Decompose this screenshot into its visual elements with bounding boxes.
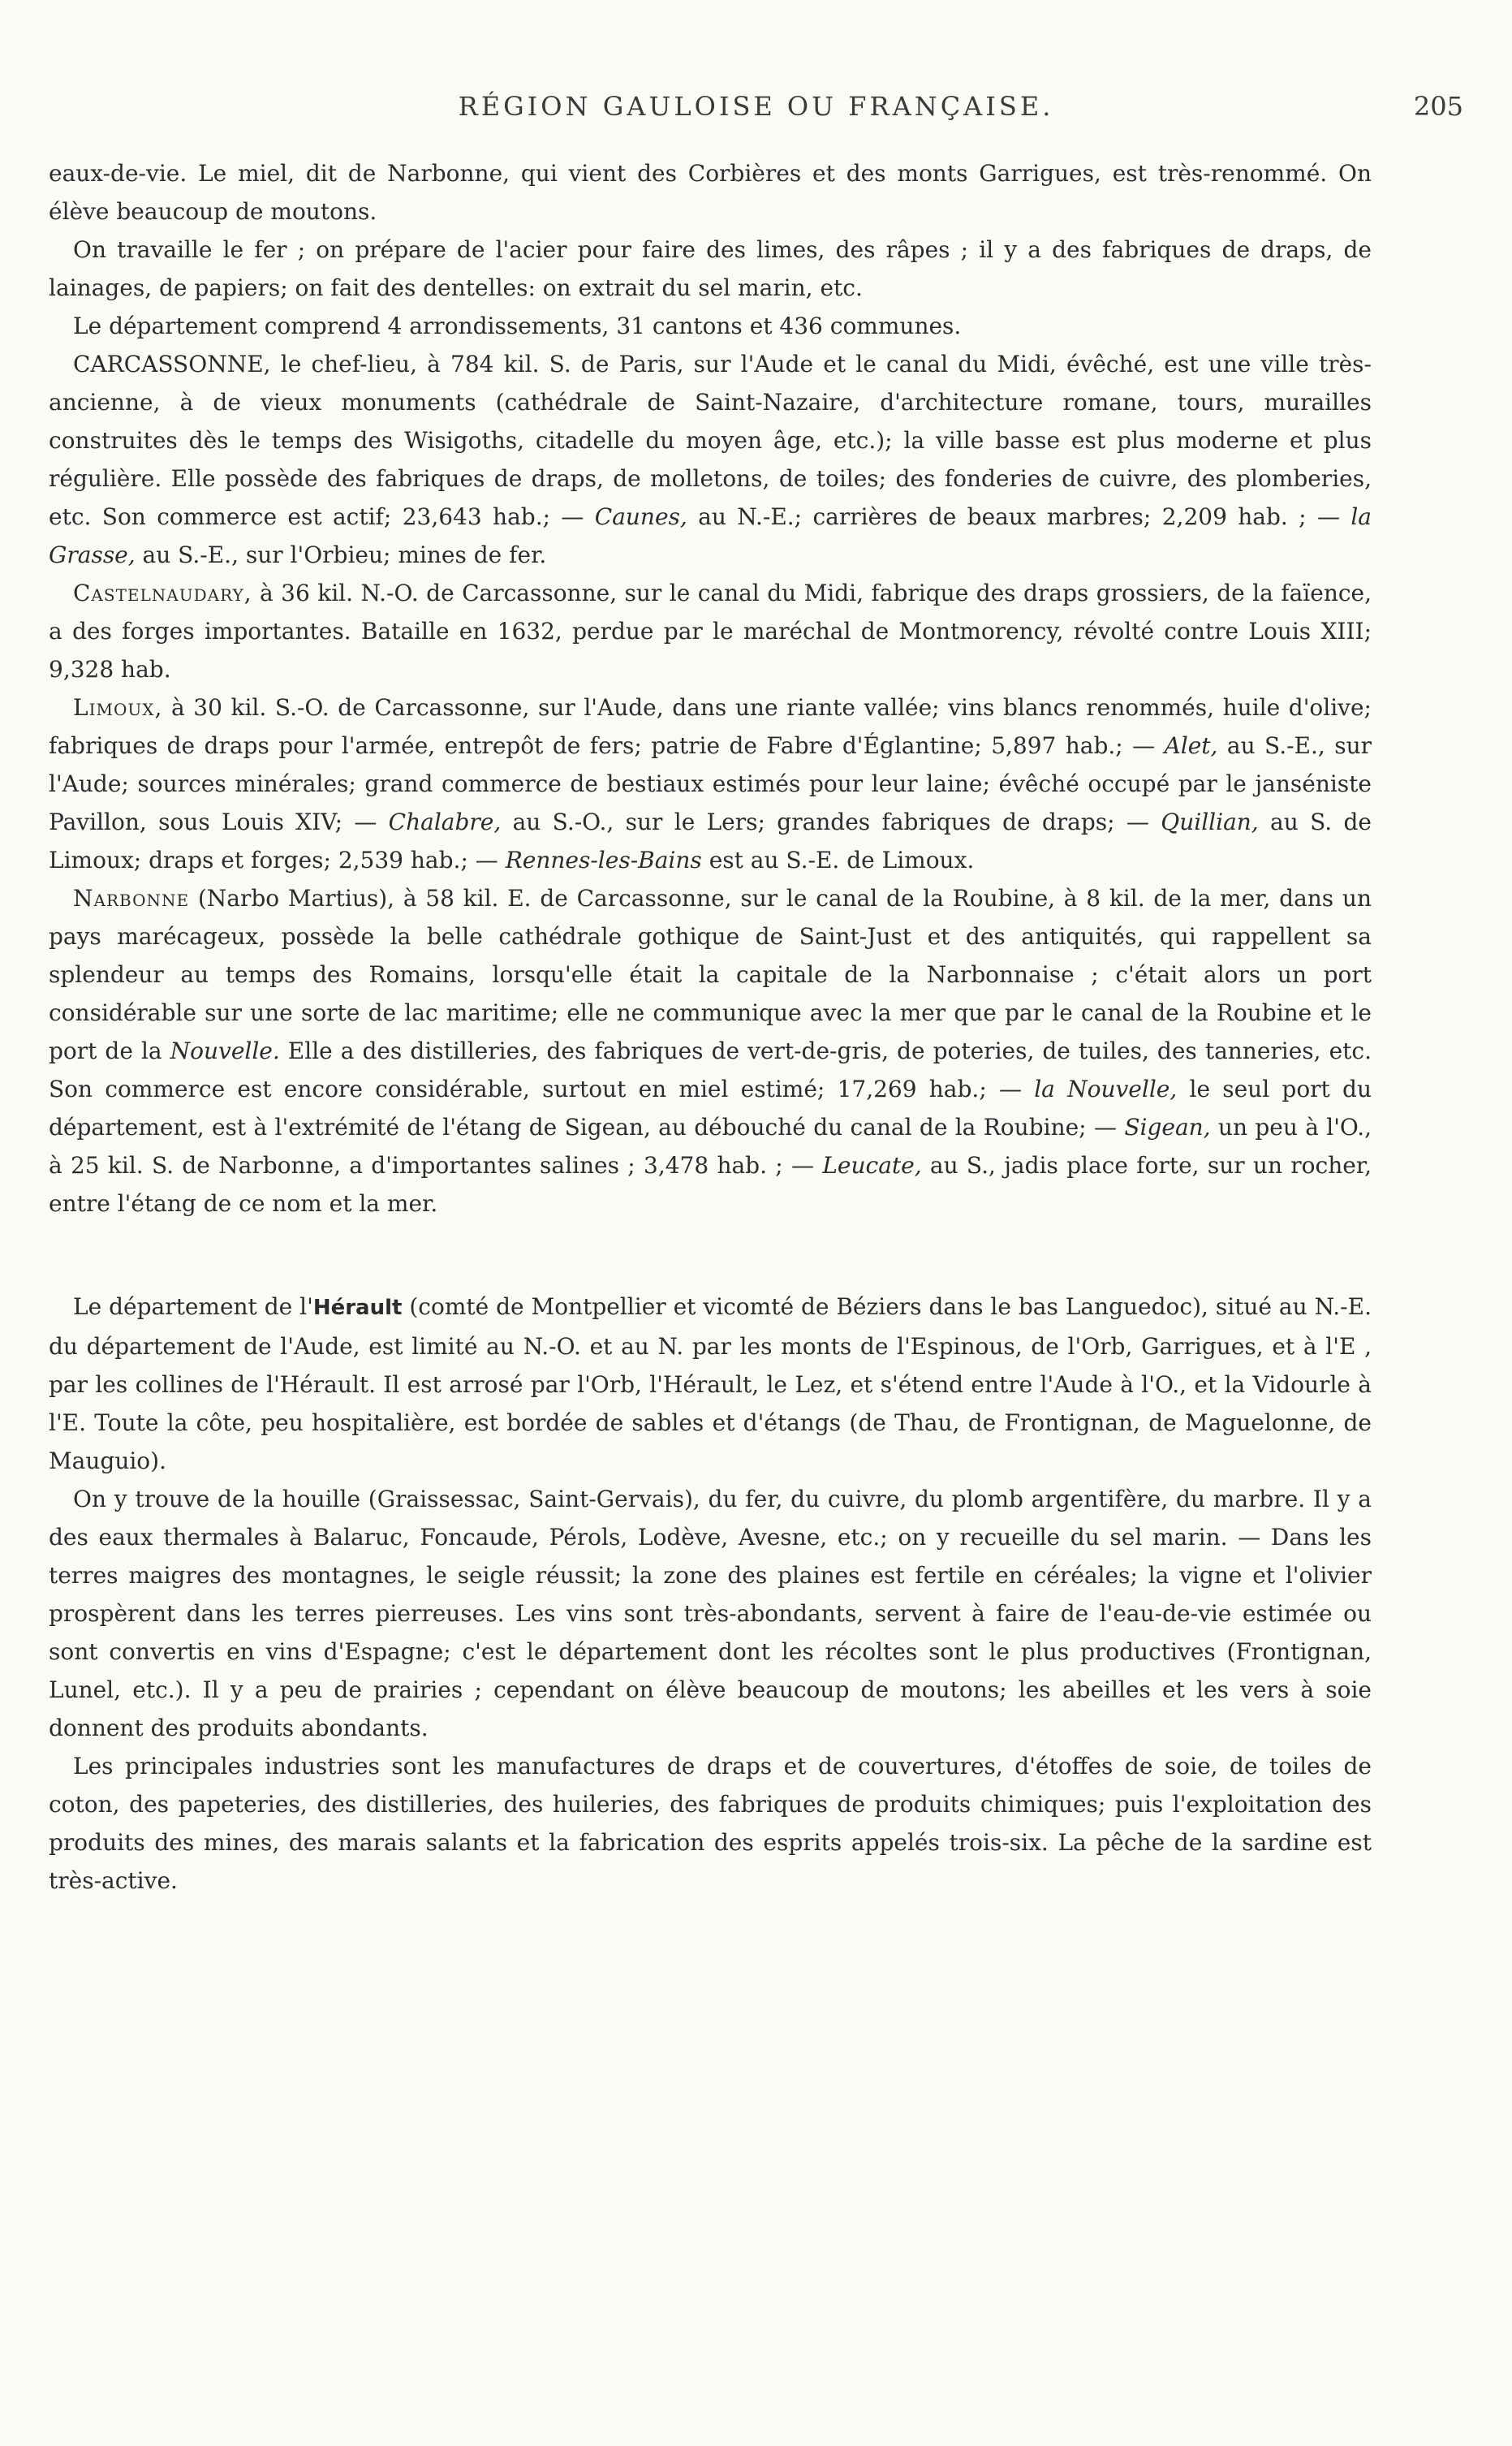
text-segment: au S. de Limoux; draps et forges; 2,539 hab.; —	[49, 809, 1372, 874]
text-segment: est au S.-E. de Limoux.	[701, 847, 975, 874]
paragraph-narbonne	[49, 879, 1372, 1223]
department-name-herault: Hérault	[312, 1296, 403, 1320]
text-segment: au S.-E., sur l'Aude; sources minérales; grand commerce de bestiaux estimés pour leur laine; évêché occupé par le janséniste Pavillon, sous Louis XIV; —	[49, 732, 1372, 835]
place-name-italic: Leucate,	[822, 1152, 922, 1179]
paragraph-limoux	[49, 688, 1372, 879]
place-name-italic: Sigean,	[1124, 1114, 1211, 1141]
paragraph-herault	[49, 1288, 1372, 1480]
place-name-italic: la Grasse,	[49, 503, 1372, 568]
text-segment: le chef-lieu, à 784 kil. S. de Paris, sur l'Aude et le canal du Midi, évêché, est une ville très-ancienne, à de vieux monuments (cathédrale de Saint-Nazaire, d'architecture romane, tours, murailles construites dès le temps des Wisigoths, citadelle du moyen âge, etc.); la ville basse est plus moderne et plus régulière. Elle possède des fabriques de draps, de molletons, de toiles; des fonderies de cuivre, des plomberies, etc. Son commerce est actif; 23,643 hab.; —	[49, 351, 1372, 530]
body-text	[49, 154, 1372, 1900]
place-name-italic: la Nouvelle,	[1034, 1076, 1178, 1102]
text-segment: Elle a des distilleries, des fabriques de vert-de-gris, de poteries, de tuiles, des tanneries, etc. Son commerce est encore considérable, surtout en miel estimé; 17,269 hab.; —	[49, 1038, 1372, 1102]
place-name-italic: Rennes-les-Bains	[505, 847, 702, 874]
text-segment: au S.-O., sur le Lers; grandes fabriques de draps; —	[501, 809, 1161, 835]
place-name-italic: Chalabre,	[388, 809, 502, 835]
paragraph-carcassonne	[49, 345, 1372, 574]
paragraph-industry: On travaille le fer ; on prépare de l'acier pour faire des limes, des râpes ; il y a des fabriques de draps, de lainages, de papiers; on fait des dentelles: on extrait du sel marin, etc.	[49, 236, 1372, 301]
place-name-italic: Nouvelle.	[170, 1038, 280, 1064]
paragraph-honey: eaux-de-vie. Le miel, dit de Narbonne, qui vient des Corbières et des monts Garrigues, est très-renommé. On élève beaucoup de moutons.	[49, 160, 1372, 225]
paragraph-castelnaudary	[49, 574, 1372, 688]
text-segment: un peu à l'O., à 25 kil. S. de Narbonne, a d'importantes salines ; 3,478 hab. ; —	[49, 1114, 1372, 1179]
text-segment: Le département de l'	[73, 1293, 313, 1320]
page-number: 205	[1413, 91, 1463, 122]
place-name-narbonne: Narbonne	[73, 885, 190, 912]
text-segment: à 30 kil. S.-O. de Carcassonne, sur l'Aude, dans une riante vallée; vins blancs renommés, huile d'olive; fabriques de draps pour l'armée, entrepôt de fers; patrie de Fabre d'Églantine; 5,897 hab.; —	[49, 694, 1372, 759]
section-divider	[49, 1223, 1372, 1288]
paragraph-communes: Le département comprend 4 arrondissements, 31 cantons et 436 communes.	[73, 313, 962, 339]
place-name-italic: Alet,	[1164, 732, 1218, 759]
place-name-carcassonne: CARCASSONNE,	[73, 351, 271, 377]
text-segment: à 36 kil. N.-O. de Carcassonne, sur le canal du Midi, fabrique des draps grossiers, de la faïence, a des forges importantes. Bataille en 1632, perdue par le maréchal de Montmorency, révolté contre Louis XIII; 9,328 hab.	[49, 580, 1372, 683]
running-title: RÉGION GAULOISE OU FRANÇAISE.	[458, 91, 1054, 122]
text-segment: (comté de Montpellier et vicomté de Béziers dans le bas Languedoc), situé au N.-E. du département de l'Aude, est limité au N.-O. et au N. par les monts de l'Espinous, de l'Orb, Garrigues, et à l'E , par les collines de l'Hérault. Il est arrosé par l'Orb, l'Hérault, le Lez, et s'étend entre l'Aude à l'O., et la Vidourle à l'E. Toute la côte, peu hospitalière, est bordée de sables et d'étangs (de Thau, de Frontignan, de Maguelonne, de Mauguio).	[49, 1293, 1372, 1474]
place-name-italic: Quillian,	[1161, 809, 1259, 835]
paragraph-herault-industries: Les principales industries sont les manufactures de draps et de couvertures, d'étoffes de soie, de toiles de coton, des papeteries, des distilleries, des huileries, des fabriques de produits chimiques; puis l'exploitation des produits des mines, des marais salants et la fabrication des esprits appelés trois-six. La pêche de la sardine est très-active.	[49, 1753, 1372, 1894]
place-name-castelnaudary: Castelnaudary,	[73, 580, 252, 606]
page-header	[49, 91, 1463, 132]
text-segment: au S.-E., sur l'Orbieu; mines de fer.	[135, 541, 547, 568]
place-name-limoux: Limoux,	[73, 694, 163, 721]
place-name-italic: Caunes,	[594, 503, 687, 530]
text-segment: au N.-E.; carrières de beaux marbres; 2,209 hab. ; —	[687, 503, 1351, 530]
text-segment: le seul port du département, est à l'extrémité de l'étang de Sigean, au débouché du canal de la Roubine; —	[49, 1076, 1372, 1141]
text-segment: (Narbo Martius), à 58 kil. E. de Carcassonne, sur le canal de la Roubine, à 8 kil. de la mer, dans un pays marécageux, possède la belle cathédrale gothique de Saint-Just et des antiquités, qui rappellent sa splendeur au temps des Romains, lorsqu'elle était la capitale de la Narbonnaise ; c'était alors un port considérable sur une sorte de lac maritime; elle ne communique avec la mer que par le canal de la Roubine et le port de la	[49, 885, 1372, 1064]
text-segment: au S., jadis place forte, sur un rocher, entre l'étang de ce nom et la mer.	[49, 1152, 1372, 1217]
paragraph-herault-resources: On y trouve de la houille (Graissessac, Saint-Gervais), du fer, du cuivre, du plomb argentifère, du marbre. Il y a des eaux thermales à Balaruc, Foncaude, Pérols, Lodève, Avesne, etc.; on y recueille du sel marin. — Dans les terres maigres des montagnes, le seigle réussit; la zone des plaines est fertile en céréales; la vigne et l'olivier prospèrent dans les terres pierreuses. Les vins sont très-abondants, servent à faire de l'eau-de-vie estimée ou sont convertis en vins d'Espagne; c'est le département dont les récoltes sont le plus productives (Frontignan, Lunel, etc.). Il y a peu de prairies ; cependant on élève beaucoup de moutons; les abeilles et les vers à soie donnent des produits abondants.	[49, 1486, 1372, 1741]
